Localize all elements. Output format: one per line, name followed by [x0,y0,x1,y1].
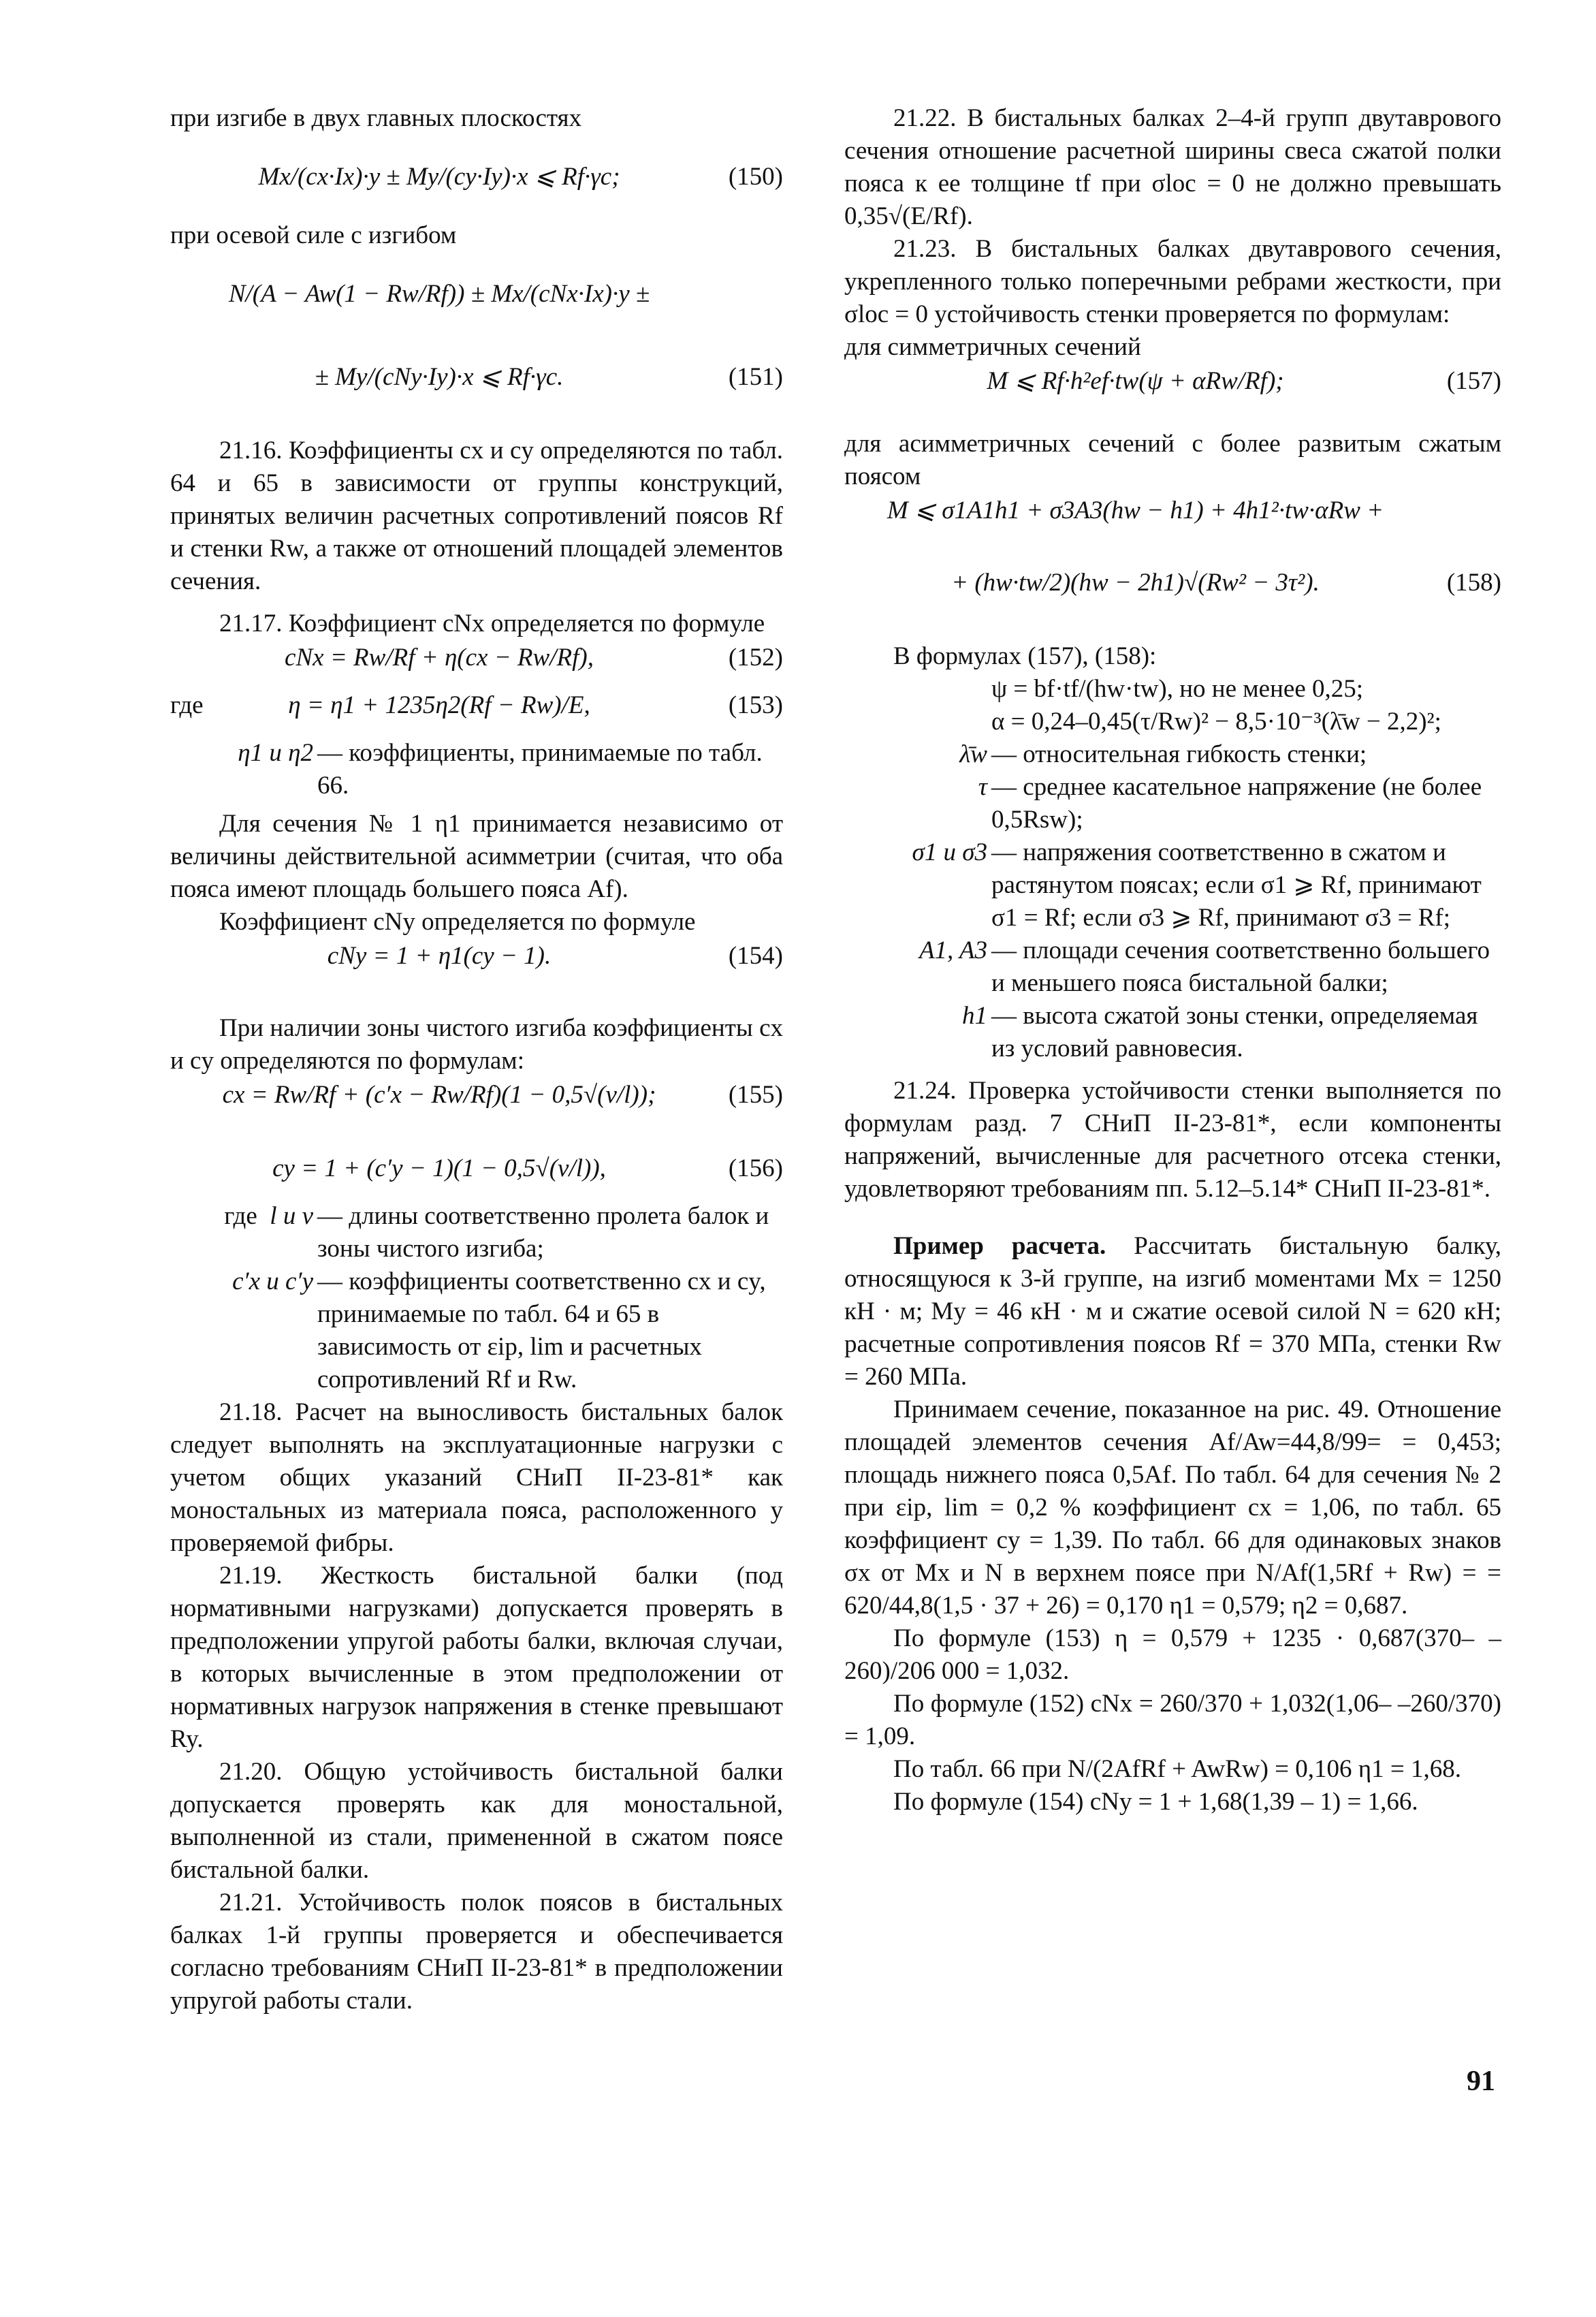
paragraph-21-18: 21.18. Расчет на выносливость бистальных балок следует выполнять на эксплуатационные нагрузки с учетом общих указаний СНиП II-23-81* как моностальных из материала пояса, расположенного у проверяемой фибры. [170,1398,783,1557]
equation-154-expression: cNy = 1 + η1(cy − 1). [327,942,552,970]
equation-157-expression: M ⩽ Rf·h²ef·tw(ψ + αRw/Rf); [987,367,1284,395]
paragraph-formula-153: По формуле (153) η = 0,579 + 1235 · 0,687(370– –260)/206 000 = 1,032. [844,1624,1501,1685]
intro-150: при изгибе в двух главных плоскостях [170,104,582,132]
equation-155 [170,1079,783,1125]
equation-152-expression: cNx = Rw/Rf + η(cx − Rw/Rf), [285,644,594,672]
definition-eta-symbol: η1 и η2 [238,739,313,767]
equation-158-line2-expression: + (hw·tw/2)(hw − 2h1)√(Rw² − 3τ²). [951,569,1320,597]
definition-h1 [844,1000,1501,1065]
paragraph-21-19: 21.19. Жесткость бистальной балки (под нормативными нагрузками) допускается проверять в предположении упругой работы балки, включая случаи, в которых вычисленные в этом предположении от нормативных нагрузок напряжения в стенке превышают Ry. [170,1562,783,1753]
equation-151-line1-expression: N/(A − Aw(1 − Rw/Rf)) ± Mx/(cNx·Ix)·y ± [228,280,650,308]
definition-alpha-text: α = 0,24–0,45(τ/Rw)² − 8,5·10⁻³(λ̄w − 2,2)²; [991,708,1441,736]
definition-l-v-text: — длины соответственно пролета балок и зоны чистого изгиба; [317,1202,769,1263]
paragraph-21-24: 21.24. Проверка устойчивости стенки выполняется по формулам разд. 7 СНиП II-23-81*, если компоненты напряжений, вычисленные для расчетного отсека стенки, удовлетворяют требованиям пп. 5.12–5.14* СНиП II-23-81*. [844,1077,1501,1203]
definition-sigma [844,836,1501,934]
definition-tau-text: — среднее касательное напряжение (не более 0,5Rsw); [991,773,1482,834]
equation-151-line1 [170,253,783,335]
definition-eta-text: — коэффициенты, принимаемые по табл. 66. [317,739,763,800]
equation-156-expression: cy = 1 + (c′y − 1)(1 − 0,5√(ν/l)), [272,1154,606,1182]
definition-eta [170,737,783,802]
equation-154 [170,940,783,986]
paragraph-21-21: 21.21. Устойчивость полок поясов в бистальных балках 1-й группы проверяется и обеспечивается согласно требованиям СНиП II-23-81* в предположении упругой работы стали. [170,1889,783,2015]
paragraph-asymmetric: для асимметричных сечений с более развитым сжатым поясом [844,430,1501,490]
equation-153-expression: η = η1 + 1235η2(Rf − Rw)/E, [288,691,590,719]
equation-158-line1-expression: M ⩽ σ1A1h1 + σ3A3(hw − h1) + 4h1²·tw·αRw + [887,496,1384,524]
definition-l-v-symbol: где l и ν [224,1202,313,1230]
equation-158-number: (158) [1446,569,1501,597]
equation-153 [170,689,783,736]
equation-150-expression: Mx/(cx·Ix)·y ± My/(cy·Iy)·x ⩽ Rf·γc; [258,163,620,191]
paragraph-21-22: 21.22. В бистальных балках 2–4-й групп двутаврового сечения отношение расчетной ширины свеса сжатой полки пояса к ее толщине tf при σloc = 0 не должно превышать 0,35√(E/Rf). [844,104,1501,230]
equation-150-number: (150) [728,163,783,191]
equation-155-expression: cx = Rw/Rf + (c′x − Rw/Rf)(1 − 0,5√(ν/l)); [222,1081,656,1109]
equation-150 [170,136,783,218]
definition-psi-text: ψ = bf·tf/(hw·tw), но не менее 0,25; [991,675,1364,703]
definition-lambda [844,738,1501,771]
paragraph-21-17: 21.17. Коэффициент cNx определяется по формуле [219,610,765,637]
equation-153-number: (153) [728,691,783,719]
equation-154-number: (154) [728,942,783,970]
paragraph-pure-bending: При наличии зоны чистого изгиба коэффициенты cx и cy определяются по формулам: [170,1014,783,1075]
equation-157 [844,365,1501,411]
right-column [844,102,1501,1818]
equation-151-number: (151) [728,363,783,391]
equation-152-number: (152) [728,644,783,672]
equation-151-line2 [170,336,783,418]
equation-156 [170,1152,783,1199]
definition-tau-symbol: τ [978,773,987,801]
example-text: Рассчитать бистальную балку, относящуюся к 3-й группе, на изгиб моментами Mx = 1250 кН · м; My = 46 кН · м и сжатие осевой силой N = 620 кН; расчетные сопротивления поясов Rf = 370 МПа, стенки Rw = 260 МПа. [844,1232,1501,1391]
left-column [170,102,783,2017]
definition-cx-cy-text: — коэффициенты соответственно cx и cy, принимаемые по табл. 64 и 65 в зависимость от εip, lim и расчетных сопротивлений Rf и Rw. [317,1267,766,1393]
equation-152 [170,642,783,688]
definition-cx-cy-symbol: c′x и c′y [232,1267,313,1295]
definition-sigma-text: — напряжения соответственно в сжатом и растянутом поясах; если σ1 ⩾ Rf, принимают σ1 = Rf; если σ3 ⩾ Rf, принимают σ3 = Rf; [991,838,1482,932]
definition-areas [844,934,1501,1000]
equation-158-line1 [844,494,1501,541]
definition-areas-text: — площади сечения соответственно большего и меньшего пояса бистальной балки; [991,936,1490,997]
definition-sigma-symbol: σ1 и σ3 [912,838,987,866]
example-title: Пример расчета. [893,1232,1106,1260]
intro-151: при осевой силе с изгибом [170,221,457,249]
definition-cx-cy [170,1265,783,1396]
equation-158-line2 [844,542,1501,624]
equation-151-line2-expression: ± My/(cNy·Iy)·x ⩽ Rf·γc. [315,363,564,391]
paragraph-accept-section: Принимаем сечение, показанное на рис. 49. Отношение площадей элементов сечения Af/Aw=44,8/99= = 0,453; площадь нижнего пояса 0,5Af. По табл. 64 для сечения № 2 при εip, lim = 0,2 % коэффициент cx = 1,06, по табл. 65 коэффициент cy = 1,39. По табл. 66 для одинаковых знаков σx от Mx и N в верхнем поясе при N/Af(1,5Rf + Rw) = = 620/44,8(1,5 · 37 + 26) = 0,170 η1 = 0,579; η2 = 0,687. [844,1396,1501,1620]
page-number: 91 [1467,2066,1495,2097]
paragraph-section-1: Для сечения № 1 η1 принимается независимо от величины действительной асимметрии (считая, что оба пояса имеют площадь большего пояса Af). [170,810,783,903]
paragraph-21-20: 21.20. Общую устойчивость бистальной балки допускается проверять как для моностальной, выполненной из стали, примененной в сжатом поясе бистальной балки. [170,1758,783,1884]
paragraph-formula-152: По формуле (152) cNx = 260/370 + 1,032(1,06– –260/370) = 1,09. [844,1690,1501,1750]
paragraph-table-66: По табл. 66 при N/(2AfRf + AwRw) = 0,106 η1 = 1,68. [893,1755,1462,1783]
definition-h1-symbol: h1 [962,1002,987,1030]
definition-alpha [844,706,1501,738]
paragraph-cny: Коэффициент cNy определяется по формуле [219,908,696,936]
paragraph-21-23: 21.23. В бистальных балках двутаврового сечения, укрепленного только поперечными ребрами жесткости, при σloc = 0 устойчивость стенки проверяется по формулам: [844,235,1501,328]
definition-psi [844,673,1501,706]
paragraph-symmetric: для симметричных сечений [844,333,1141,361]
definition-h1-text: — высота сжатой зоны стенки, определяемая из условий равновесия. [991,1002,1478,1062]
definition-tau [844,771,1501,836]
definition-areas-symbol: A1, A3 [919,936,987,964]
definition-lambda-symbol: λ̄w [959,740,987,768]
equation-157-number: (157) [1446,367,1501,395]
example-paragraph [844,1230,1501,1393]
paragraph-formula-154: По формуле (154) cNy = 1 + 1,68(1,39 – 1) = 1,66. [893,1788,1418,1816]
equation-156-number: (156) [728,1154,783,1182]
definition-lambda-text: — относительная гибкость стенки; [991,740,1367,768]
paragraph-21-16: 21.16. Коэффициенты cx и cy определяются по табл. 64 и 65 в зависимости от группы конструкций, принятых величин расчетных сопротивлений поясов Rf и стенки Rw, а также от отношений площадей элементов сечения. [170,437,783,595]
definition-l-v [170,1200,783,1265]
equation-155-number: (155) [728,1081,783,1109]
paragraph-in-formulas: В формулах (157), (158): [893,642,1157,670]
equation-153-where: где [170,691,204,719]
